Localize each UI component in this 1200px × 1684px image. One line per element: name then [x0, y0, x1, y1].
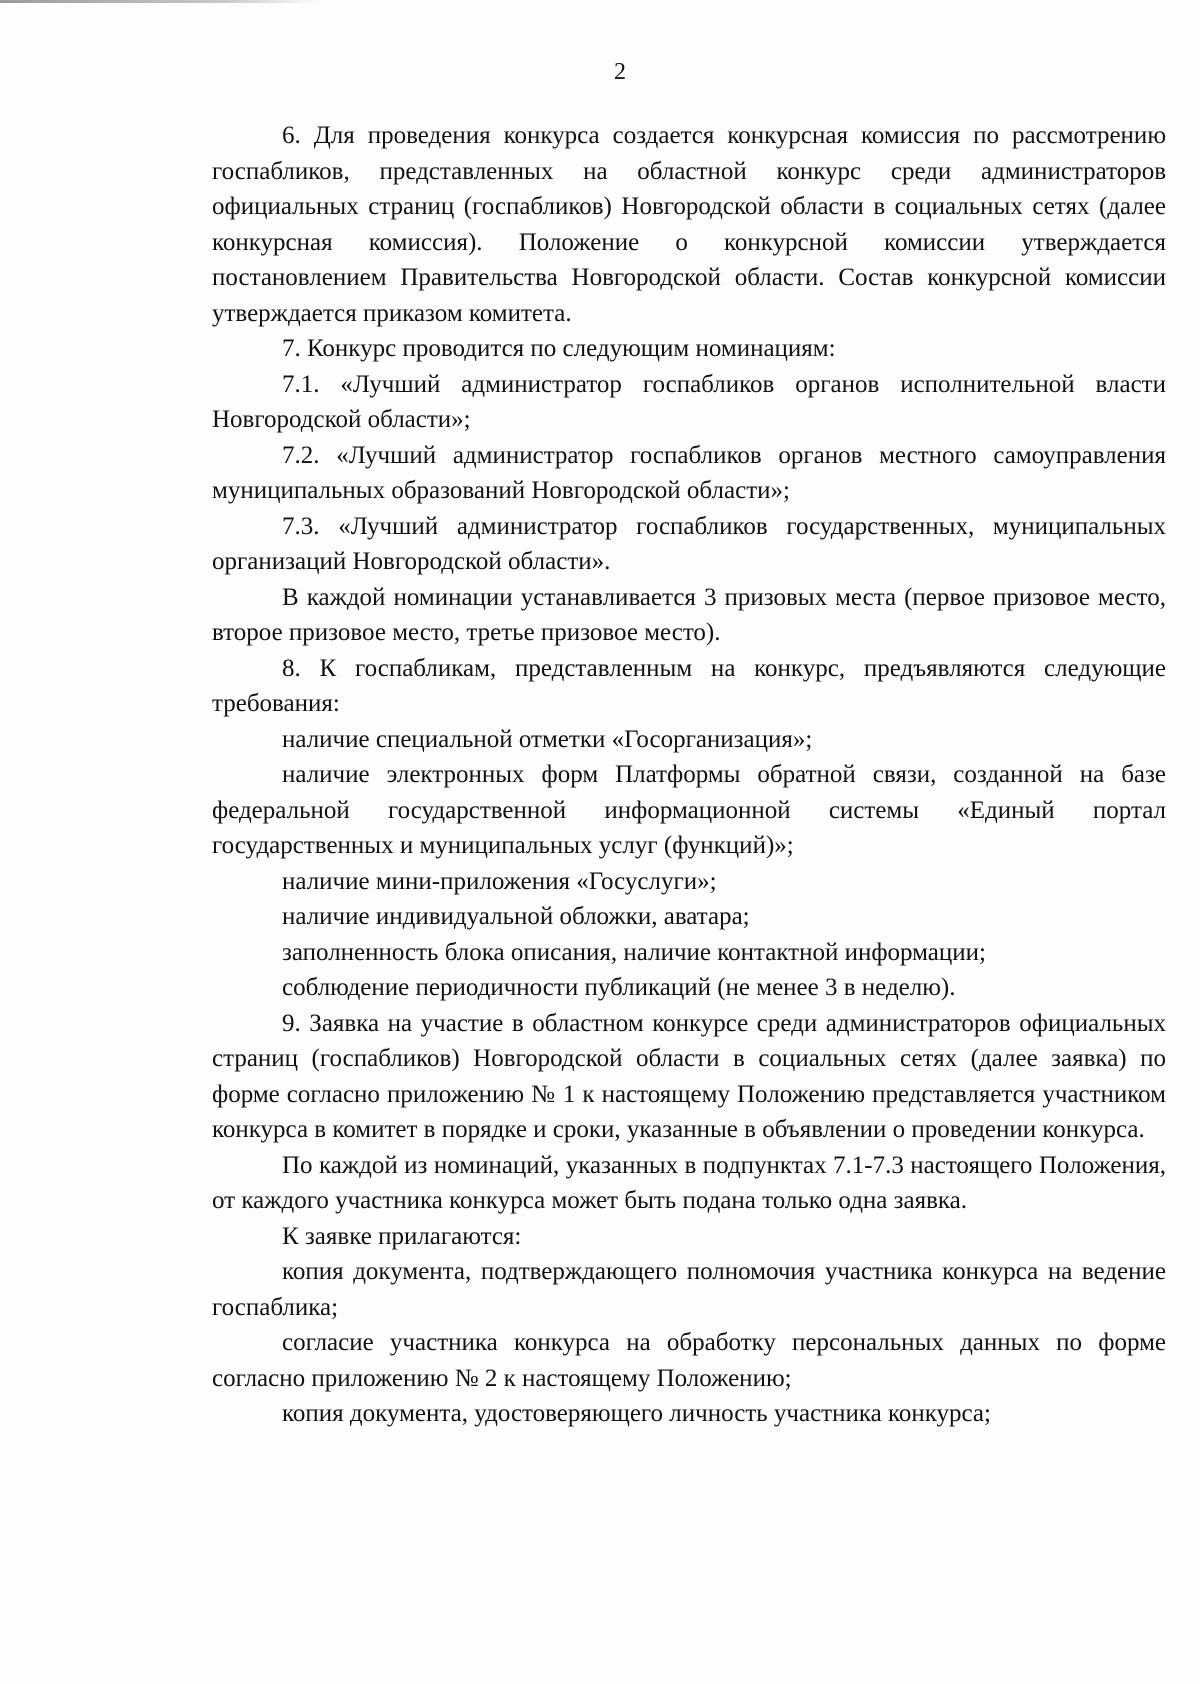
- page-number: 2: [614, 59, 626, 85]
- attachment-item: копия документа, подтверждающего полномочия участника конкурса на ведение госпаблика;: [212, 1258, 1166, 1321]
- nomination-7-3: 7.3. «Лучший администратор госпабликов государственных, муниципальных организаций Новгородской области».: [212, 512, 1166, 575]
- requirement-item: соблюдение периодичности публикаций (не менее 3 в неделю).: [282, 974, 956, 1001]
- requirement-item: наличие индивидуальной обложки, аватара;: [282, 903, 750, 930]
- paragraph-one-application: По каждой из номинаций, указанных в подпунктах 7.1-7.3 настоящего Положения, от каждого участника конкурса может быть подана только одна заявка.: [212, 1151, 1166, 1214]
- document-body: [212, 118, 1166, 1432]
- paragraph-prize-places: В каждой номинации устанавливается 3 призовых места (первое призовое место, второе призовое место, третье призовое место).: [212, 583, 1166, 646]
- paragraph-attachments-intro: К заявке прилагаются:: [282, 1222, 522, 1250]
- paragraph-6-commission: 6. Для проведения конкурса создается конкурсная комиссия по рассмотрению госпабликов, представленных на областной конкурс среди администраторов официальных страниц (госпабликов) Новгородской области в социальных сетях (далее конкурсная комиссия). Положение о конкурсной комиссии утверждается постановлением Правительства Новгородской области. Состав конкурсной комиссии утверждается приказом комитета.: [212, 122, 1166, 327]
- requirement-item: наличие специальной отметки «Госорганизация»;: [282, 725, 813, 753]
- nomination-7-1: 7.1. «Лучший администратор госпабликов органов исполнительной власти Новгородской области»;: [212, 370, 1166, 433]
- paragraph-8-requirements: 8. К госпабликам, представленным на конкурс, предъявляются следующие требования:: [212, 654, 1166, 717]
- attachment-item: копия документа, удостоверяющего личность участника конкурса;: [282, 1400, 991, 1427]
- requirement-item: наличие мини-приложения «Госуслуги»;: [282, 867, 717, 895]
- paragraph-7-nominations: 7. Конкурс проводится по следующим номинациям:: [282, 335, 836, 362]
- scan-edge-mark: [0, 0, 320, 3]
- nomination-7-2: 7.2. «Лучший администратор госпабликов органов местного самоуправления муниципальных образований Новгородской области»;: [212, 441, 1166, 504]
- requirement-item: заполненность блока описания, наличие контактной информации;: [282, 938, 986, 966]
- attachment-item: согласие участника конкурса на обработку персональных данных по форме согласно приложению № 2 к настоящему Положению;: [212, 1329, 1166, 1392]
- paragraph-9-application: 9. Заявка на участие в областном конкурсе среди администраторов официальных страниц (госпабликов) Новгородской области в социальных сетях (далее заявка) по форме согласно приложению № 1 к настоящему Положению представляется участником конкурса в комитет в порядке и сроки, указанные в объявлении о проведении конкурса.: [212, 1009, 1166, 1143]
- requirement-item: наличие электронных форм Платформы обратной связи, созданной на базе федеральной государственной информационной системы «Единый портал государственных и муниципальных услуг (функций)»;: [212, 761, 1166, 859]
